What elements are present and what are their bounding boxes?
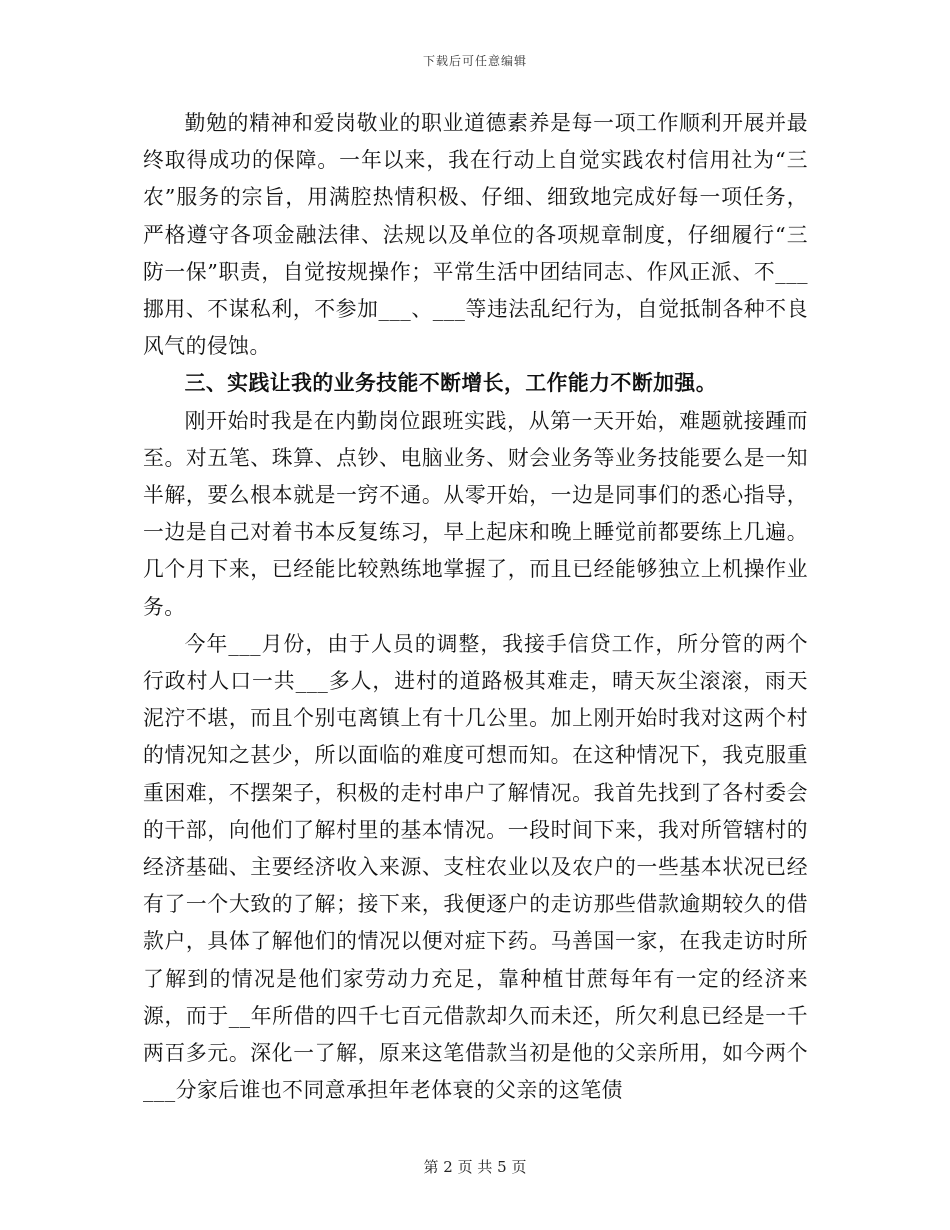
- section-heading: 三、实践让我的业务技能不断增长，工作能力不断加强。: [184, 371, 718, 396]
- paragraph-skills: 刚开始时我是在内勤岗位跟班实践，从第一天开始，难题就接踵而至。对五笔、珠算、点钞、电脑业务、财会业务等业务技能要么是一知半解，要么根本就是一窍不通。从零开始，一边是同事们的悉心指导，一边是自己对着书本反复练习，早上起床和晚上睡觉前都要练上几遍。几个月下来，已经能比较熟练地掌握了，而且已经能够独立上机操作业务。: [143, 408, 808, 619]
- paragraph-work-ethic: 勤勉的精神和爱岗敬业的职业道德素养是每一项工作顺利开展并最终取得成功的保障。一年以来，我在行动上自觉实践农村信用社为“三农”服务的宗旨，用满腔热情积极、仔细、细致地完成好每一项任务，严格遵守各项金融法律、法规以及单位的各项规章制度，仔细履行“三防一保”职责，自觉按规操作；平常生活中团结同志、作风正派、不___挪用、不谋私利，不参加___、___等违法乱纪行为，自觉抵制各种不良风气的侵蚀。: [143, 111, 808, 359]
- paragraph-credit-work: 今年___月份，由于人员的调整，我接手信贷工作，所分管的两个行政村人口一共___多人，进村的道路极其难走，晴天灰尘滚滚，雨天泥泞不堪，而且个别屯离镇上有十几公里。加上刚开始时我对这两个村的情况知之甚少，所以面临的难度可想而知。在这种情况下，我克服重重困难，不摆架子，积极的走村串户了解情况。我首先找到了各村委会的干部，向他们了解村里的基本情况。一段时间下来，我对所管辖村的经济基础、主要经济收入来源、支柱农业以及农户的一些基本状况已经有了一个大致的了解；接下来，我便逐户的走访那些借款逾期较久的借款户，具体了解他们的情况以便对症下药。马善国一家，在我走访时所了解到的情况是他们家劳动力充足，靠种植甘蔗每年有一定的经济来源，而于__年所借的四千七百元借款却久而未还，所欠利息已经是一千两百多元。深化一了解，原来这笔借款当初是他的父亲所用，如今两个___分家后谁也不同意承担年老体衰的父亲的这笔债: [143, 631, 808, 1103]
- document-body: [143, 105, 808, 1109]
- page-header: 下载后可任意编辑: [422, 54, 527, 68]
- page-footer: 第 2 页 共 5 页: [423, 1158, 527, 1176]
